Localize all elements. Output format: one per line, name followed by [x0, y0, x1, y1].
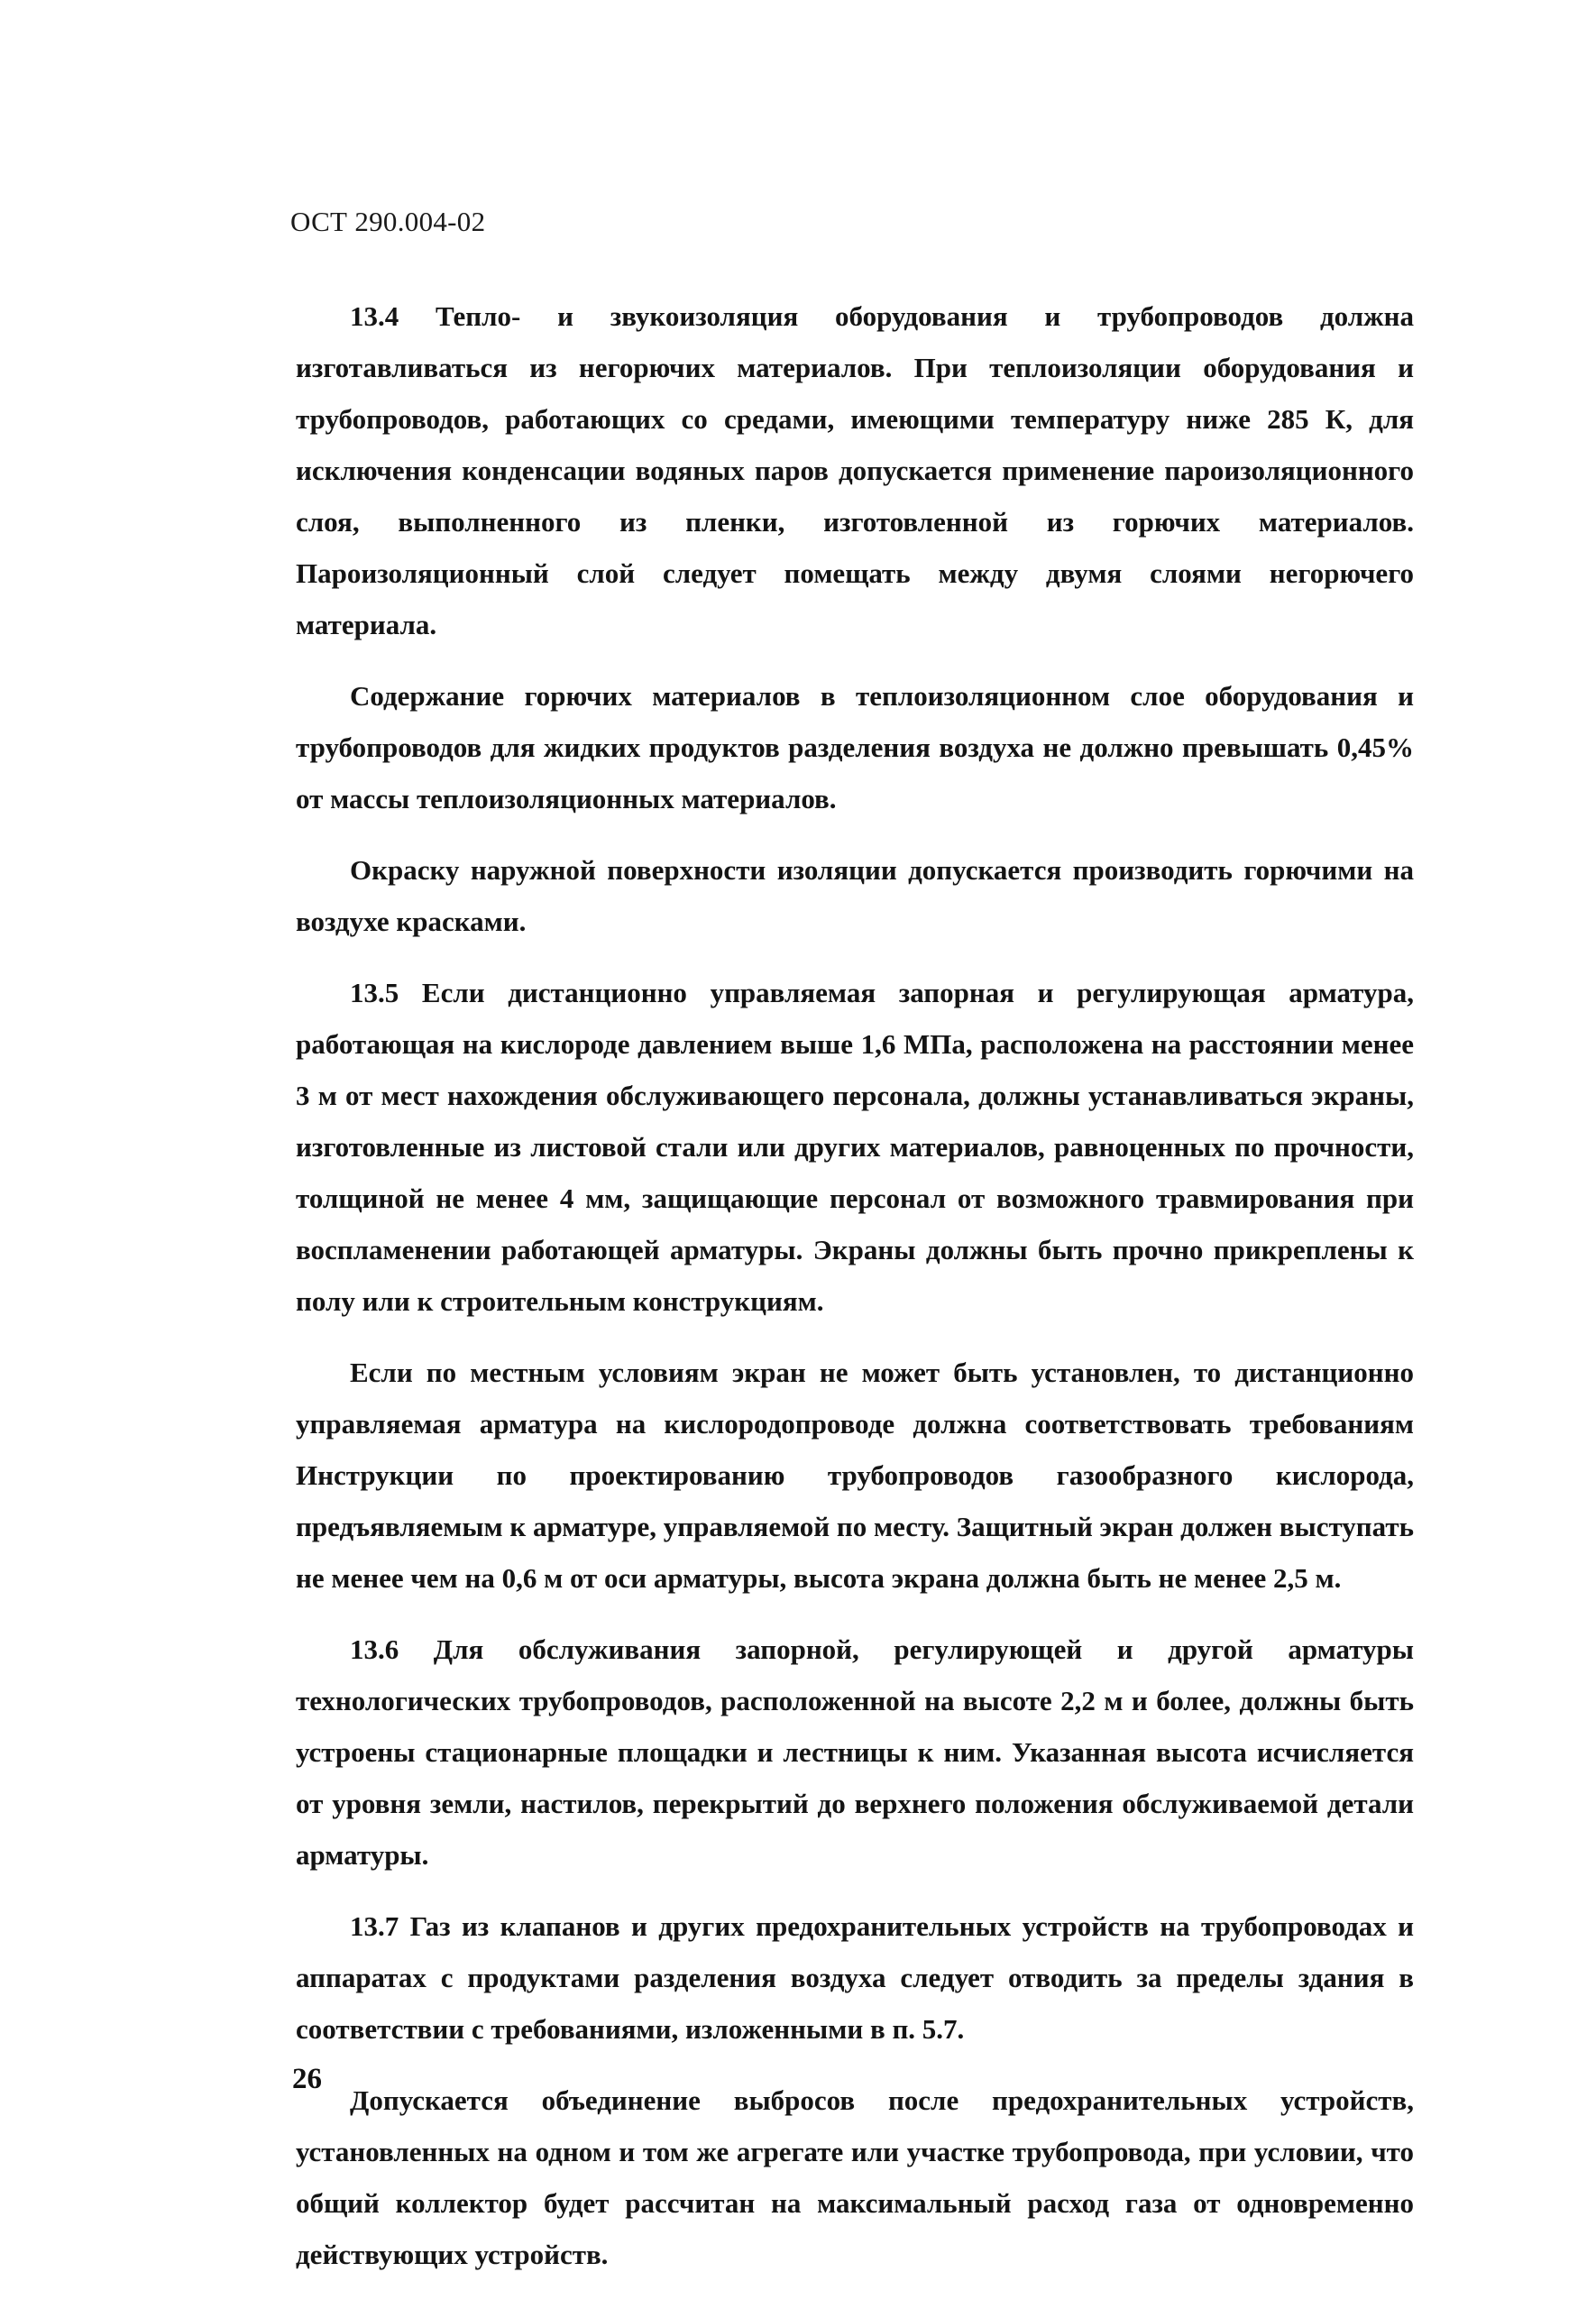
paragraph-13-5: 13.5 Если дистанционно управляемая запорная и регулирующая арматура, работающая на кислороде давлением выше 1,6 МПа, расположена на расстоянии менее 3 м от мест нахождения обслуживающего персонала, должны устанавливаться экраны, изготовленные из листовой стали или других материалов, равноценных по прочности, толщиной не менее 4 мм, защищающие персонал от возможного травмирования при воспламенении работающей арматуры. Экраны должны быть прочно прикреплены к полу или к строительным конструкциям.	[296, 977, 1414, 1317]
paragraph-13-4: 13.4 Тепло- и звукоизоляция оборудования и трубопроводов должна изготавливаться из негорючих материалов. При теплоизоляции оборудования и трубопроводов, работающих со средами, имеющими температуру ниже 285 К, для исключения конденсации водяных паров допускается применение пароизоляционного слоя, выполненного из пленки, изготовленной из горючих материалов. Пароизоляционный слой следует помещать между двумя слоями негорючего материала.	[296, 300, 1414, 640]
document-body	[296, 290, 1414, 2300]
paragraph-combustible-content: Содержание горючих материалов в теплоизоляционном слое оборудования и трубопроводов для жидких продуктов разделения воздуха не должно превышать 0,45% от массы теплоизоляционных материалов.	[296, 680, 1414, 814]
paragraph-screen-conditions: Если по местным условиям экран не может быть установлен, то дистанционно управляемая арматура на кислородопроводе должна соответствовать требованиям Инструкции по проектированию трубопроводов газообразного кислорода, предъявляемым к арматуре, управляемой по месту. Защитный экран должен выступать не менее чем на 0,6 м от оси арматуры, высота экрана должна быть не менее 2,5 м.	[296, 1357, 1414, 1594]
page-number: 26	[292, 2063, 322, 2095]
paragraph-emission-merging: Допускается объединение выбросов после предохранительных устройств, установленных на одном и том же агрегате или участке трубопровода, при условии, что общий коллектор будет рассчитан на максимальный расход газа от одновременно действующих устройств.	[296, 2084, 1414, 2270]
paragraph-13-7: 13.7 Газ из клапанов и других предохранительных устройств на трубопроводах и аппаратах с продуктами разделения воздуха следует отводить за пределы здания в соответствии с требованиями, изложенными в п. 5.7.	[296, 1910, 1414, 2045]
paragraph-13-6: 13.6 Для обслуживания запорной, регулирующей и другой арматуры технологических трубопроводов, расположенной на высоте 2,2 м и более, должны быть устроены стационарные площадки и лестницы к ним. Указанная высота исчисляется от уровня земли, настилов, перекрытий до верхнего положения обслуживаемой детали арматуры.	[296, 1633, 1414, 1871]
paragraph-painting: Окраску наружной поверхности изоляции допускается производить горючими на воздухе красками.	[296, 854, 1414, 937]
document-code-header: ОСТ 290.004-02	[290, 206, 486, 237]
